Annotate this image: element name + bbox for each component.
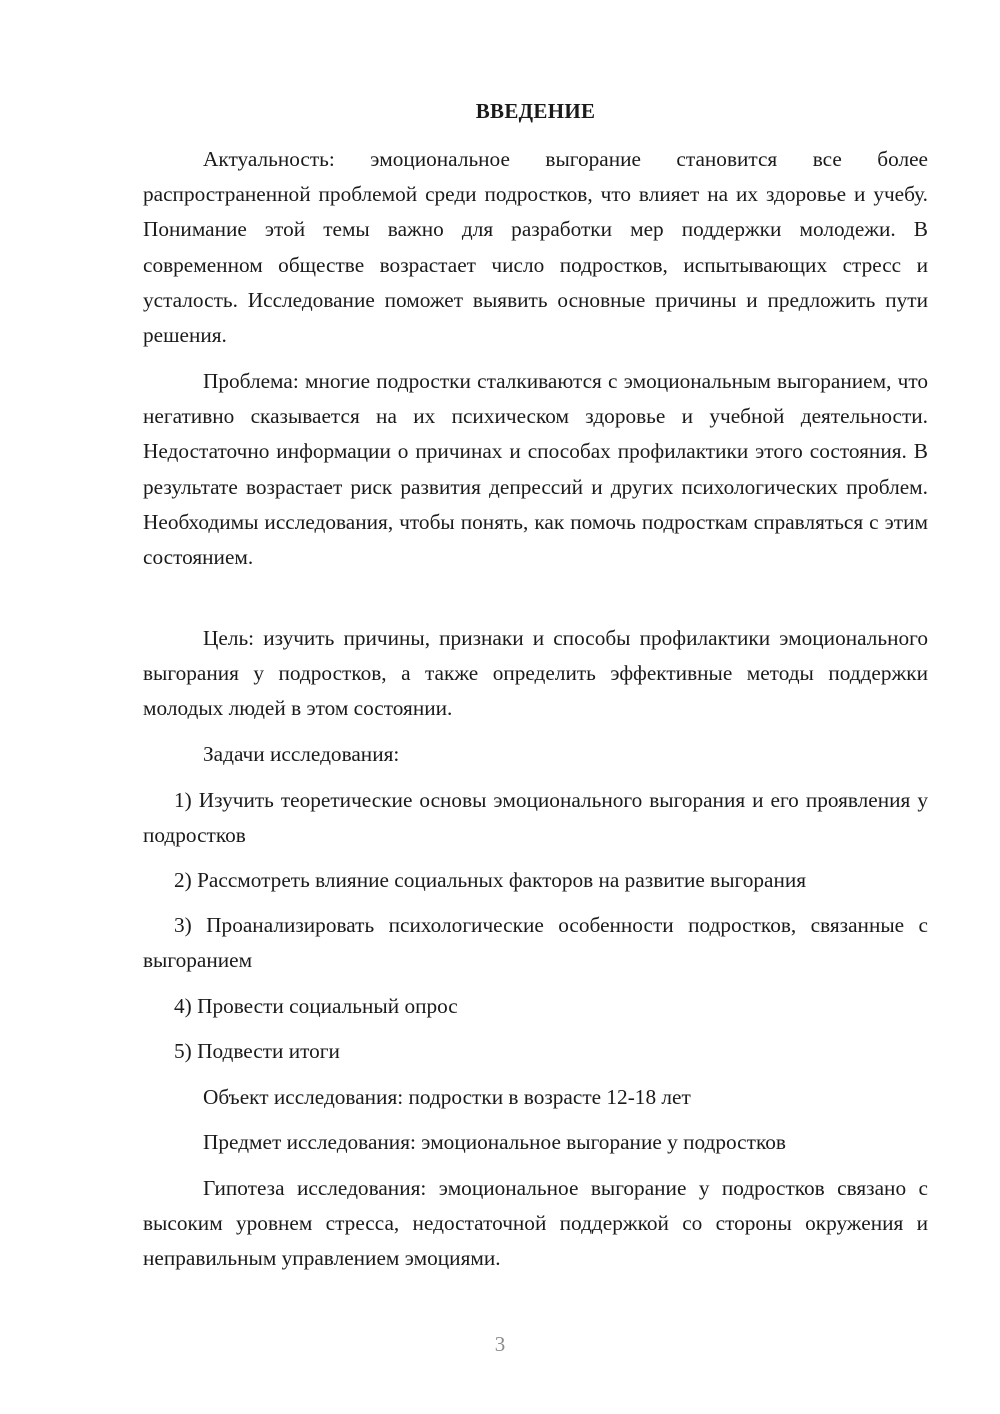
research-object: Объект исследования: подростки в возрасте 12-18 лет bbox=[203, 1085, 691, 1109]
section-heading: ВВЕДЕНИЕ bbox=[475, 99, 596, 123]
task-item-1: 1) Изучить теоретические основы эмоционального выгорания и его проявления у подростков bbox=[143, 788, 928, 848]
task-item-2: 2) Рассмотреть влияние социальных факторов на развитие выгорания bbox=[174, 868, 807, 892]
task-item-4: 4) Провести социальный опрос bbox=[174, 994, 458, 1018]
research-subject: Предмет исследования: эмоциональное выгорание у подростков bbox=[203, 1130, 786, 1154]
task-item-3: 3) Проанализировать психологические особенности подростков, связанные с выгоранием bbox=[143, 913, 928, 973]
tasks-title: Задачи исследования: bbox=[203, 742, 400, 766]
paragraph-relevance: Актуальность: эмоциональное выгорание становится все более распространенной проблемой среди подростков, что влияет на их здоровье и учебу. Понимание этой темы важно для разработки мер поддержки молодежи. В современном обществе возрастает число подростков, испытывающих стресс и усталость. Исследование поможет выявить основные причины и предложить пути решения. bbox=[143, 147, 928, 348]
research-hypothesis: Гипотеза исследования: эмоциональное выгорание у подростков связано с высоким уровнем стресса, недостаточной поддержкой со стороны окружения и неправильным управлением эмоциями. bbox=[143, 1176, 928, 1271]
task-item-5: 5) Подвести итоги bbox=[174, 1039, 340, 1063]
paragraph-goal: Цель: изучить причины, признаки и способы профилактики эмоционального выгорания у подростков, а также определить эффективные методы поддержки молодых людей в этом состоянии. bbox=[143, 626, 928, 721]
page-number: 3 bbox=[494, 1332, 506, 1356]
paragraph-problem: Проблема: многие подростки сталкиваются с эмоциональным выгоранием, что негативно сказывается на их психическом здоровье и учебной деятельности. Недостаточно информации о причинах и способах профилактики этого состояния. В результате возрастает риск развития депрессий и других психологических проблем. Необходимы исследования, чтобы понять, как помочь подросткам справляться с этим состоянием. bbox=[143, 369, 928, 570]
